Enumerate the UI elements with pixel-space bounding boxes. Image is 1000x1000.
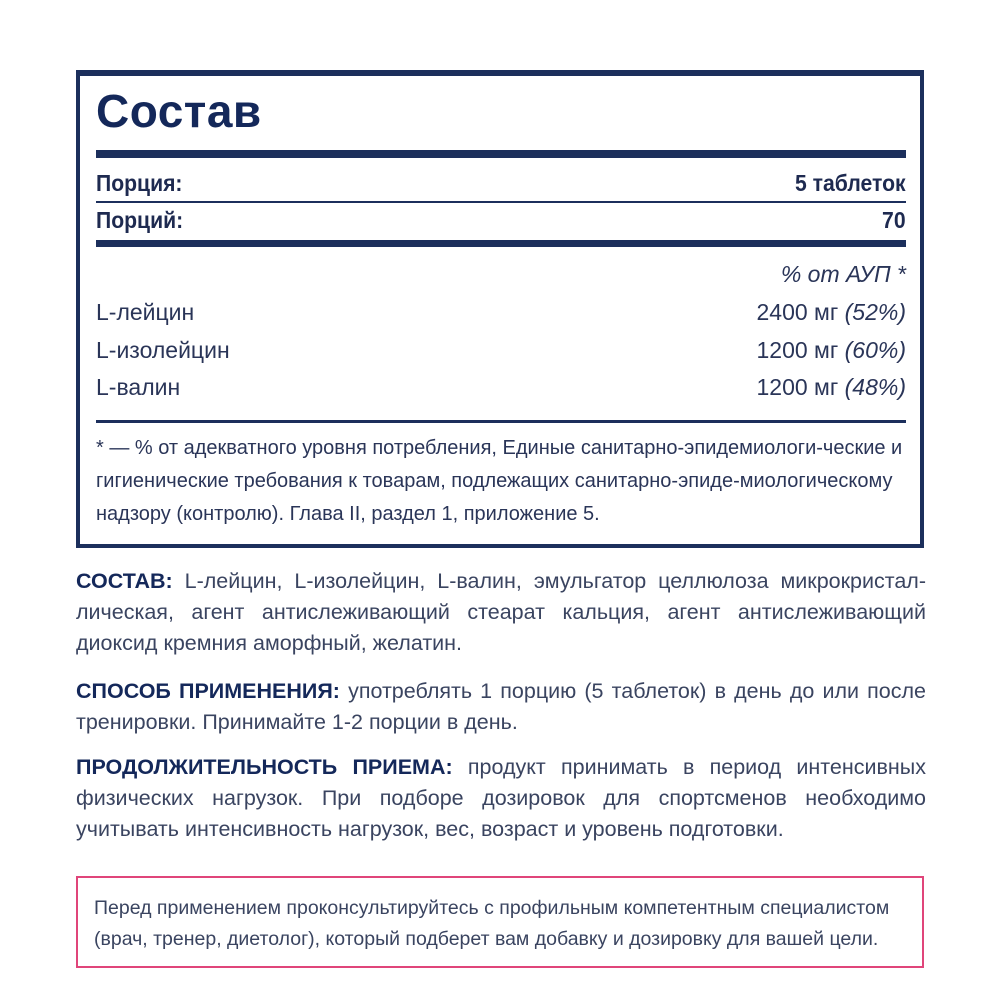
composition-label: СОСТАВ: [76, 569, 173, 593]
ingredient-percent: (60%) [844, 337, 906, 363]
warning-text: Перед применением проконсультируйтесь с профильным компетентным специалистом (врач, тренер, диетолог), который подберет вам добавку и дозировку для вашей цели. [94, 897, 890, 950]
divider-thick [96, 240, 906, 247]
servings-row [96, 207, 906, 234]
ingredient-amount: 1200 мг (48%) [756, 374, 906, 400]
divider-thick [96, 150, 906, 158]
serving-label: Порция: [96, 170, 183, 196]
ingredient-amount: 1200 мг (60%) [756, 337, 906, 363]
serving-value: 5 таблеток [795, 170, 906, 196]
ingredient-row [96, 299, 906, 326]
ingredient-name: L-лейцин [96, 299, 195, 325]
warning-box [76, 876, 924, 968]
panel-title: Состав [96, 85, 262, 137]
column-header: % от АУП * [780, 261, 906, 287]
footnote: * — % от адекватного уровня потребления, Единые санитарно-эпидемиологи-ческие и гигиенические требования к товарам, подлежащих санитарно-эпиде-миологическому надзору (контролю). Глава II, раздел 1, приложение 5. [96, 437, 903, 525]
usage-paragraph [76, 676, 926, 738]
duration-paragraph [76, 752, 926, 845]
usage-label: СПОСОБ ПРИМЕНЕНИЯ: [76, 679, 340, 703]
column-header-row [96, 261, 906, 288]
usage-text: употреблять 1 порцию (5 таблеток) в день до или после тренировки. Принимайте 1-2 порции в день. [76, 679, 926, 734]
ingredient-amount: 2400 мг (52%) [756, 299, 906, 325]
composition-paragraph [76, 566, 926, 659]
ingredient-row [96, 337, 906, 364]
duration-text: продукт принимать в период интенсивных физических нагрузок. При подборе дозировок для спортсменов необходимо учитывать интенсивность нагрузок, вес, возраст и уровень подготовки. [76, 755, 927, 841]
ingredient-name: L-валин [96, 374, 181, 400]
ingredient-percent: (52%) [844, 299, 906, 325]
divider-thin [96, 201, 906, 203]
serving-row [96, 170, 906, 197]
divider-thin [96, 420, 906, 423]
composition-text: L-лейцин, L-изолейцин, L-валин, эмульгатор целлюлоза микрокристал-лическая, агент антислеживающий стеарат кальция, агент антислеживающий диоксид кремния аморфный, желатин. [76, 569, 926, 655]
ingredient-row [96, 374, 906, 401]
ingredient-percent: (48%) [844, 374, 906, 400]
servings-value: 70 [882, 207, 906, 233]
servings-label: Порций: [96, 207, 184, 233]
duration-label: ПРОДОЛЖИТЕЛЬНОСТЬ ПРИЕМА: [76, 755, 453, 779]
ingredient-name: L-изолейцин [96, 337, 230, 363]
